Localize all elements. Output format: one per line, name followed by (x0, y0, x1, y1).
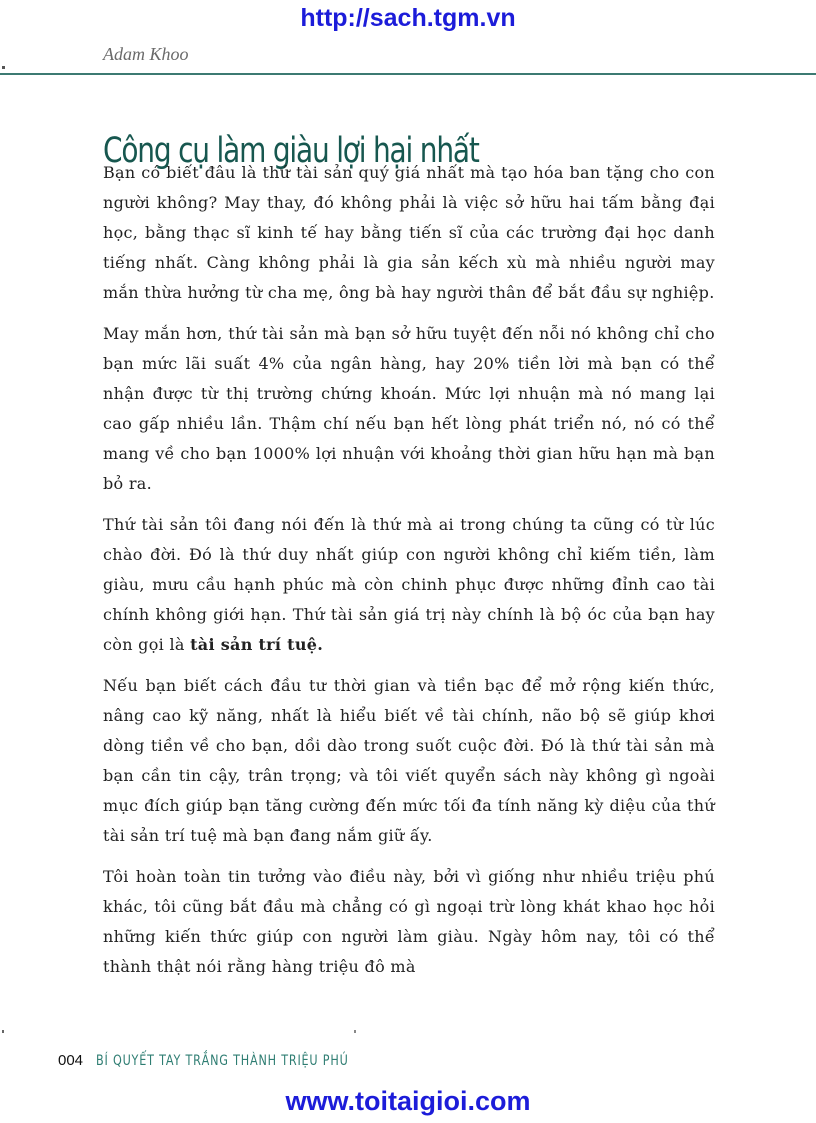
running-header-author: Adam Khoo (103, 44, 189, 64)
book-title: BÍ QUYẾT TAY TRẮNG THÀNH TRIỆU PHÚ (96, 1052, 349, 1069)
footer-mark-left (2, 1030, 4, 1033)
paragraph-5: Tôi hoàn toàn tin tưởng vào điều này, bởi vì giống như nhiều triệu phú khác, tôi cũng bắt đầu mà chẳng có gì ngoại trừ lòng khát khao học hỏi những kiến thức giúp con người làm giàu. Ngày hôm nay, tôi có thể thành thật nói rằng hàng triệu đô mà (103, 867, 715, 976)
page-number: 004 (58, 1052, 84, 1069)
footer-url[interactable]: www.toitaigioi.com (285, 1086, 531, 1116)
section-title: Công cụ làm giàu lợi hại nhất (103, 131, 479, 172)
page-footer (58, 1050, 412, 1069)
paragraph-4: Nếu bạn biết cách đầu tư thời gian và tiền bạc để mở rộng kiến thức, nâng cao kỹ năng, nhất là hiểu biết về tài chính, não bộ sẽ giúp khơi dòng tiền về cho bạn, dồi dào trong suốt cuộc đời. Đó là thứ tài sản mà bạn cần tin cậy, trân trọng; và tôi viết quyển sách này không gì ngoài mục đích giúp bạn tăng cường đến mức tối đa tính năng kỳ diệu của thứ tài sản trí tuệ mà bạn đang nắm giữ ấy. (103, 676, 715, 845)
paragraph-3-emphasis: tài sản trí tuệ. (190, 635, 324, 654)
paragraph-3-text: Thứ tài sản tôi đang nói đến là thứ mà ai trong chúng ta cũng có từ lúc chào đời. Đó là thứ duy nhất giúp con người không chỉ kiếm tiền, làm giàu, mưu cầu hạnh phúc mà còn chinh phục được những đỉnh cao tài chính không giới hạn. Thứ tài sản giá trị này chính là bộ óc của bạn hay còn gọi là (103, 515, 715, 654)
body-text (103, 158, 715, 993)
header-divider (0, 73, 816, 75)
paragraph-3 (103, 510, 715, 660)
header-mark (2, 66, 5, 69)
header-url[interactable]: http://sach.tgm.vn (300, 4, 516, 32)
paragraph-2: May mắn hơn, thứ tài sản mà bạn sở hữu tuyệt đến nỗi nó không chỉ cho bạn mức lãi suất 4% của ngân hàng, hay 20% tiền lời mà bạn có thể nhận được từ thị trường chứng khoán. Mức lợi nhuận mà nó mang lại cao gấp nhiều lần. Thậm chí nếu bạn hết lòng phát triển nó, nó có thể mang về cho bạn 1000% lợi nhuận với khoảng thời gian hữu hạn mà bạn bỏ ra. (103, 324, 715, 493)
footer-mark-center (354, 1030, 356, 1033)
paragraph-1: Bạn có biết đâu là thứ tài sản quý giá nhất mà tạo hóa ban tặng cho con người không? May thay, đó không phải là việc sở hữu hai tấm bằng đại học, bằng thạc sĩ kinh tế hay bằng tiến sĩ của các trường đại học danh tiếng nhất. Càng không phải là gia sản kếch xù mà nhiều người may mắn thừa hưởng từ cha mẹ, ông bà hay người thân để bắt đầu sự nghiệp. (103, 163, 715, 302)
